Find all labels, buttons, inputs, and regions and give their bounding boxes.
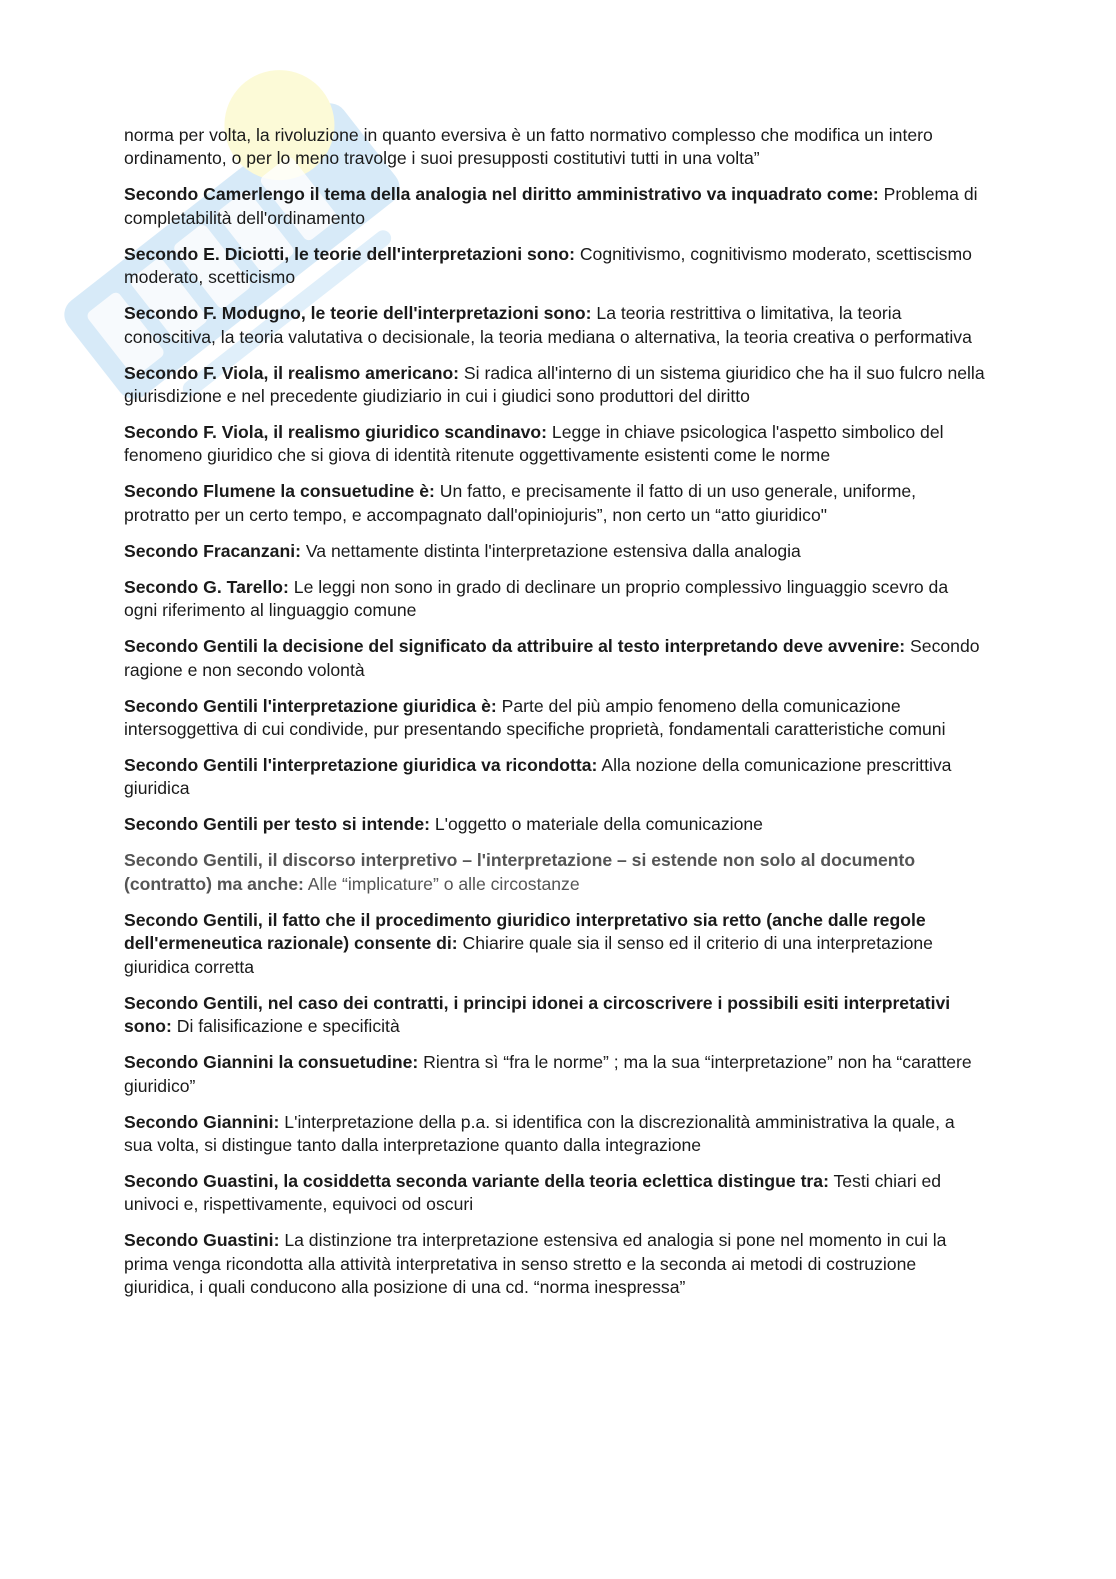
entry-question: Secondo Gentili, il discorso interpretivo – l'interpretazione – si estende non solo al documento (contratto) ma anche: (124, 850, 916, 894)
entry-answer: Legge in chiave psicologica l'aspetto simbolico del fenomeno giuridico che si giova di identità ritenute oggettivamente esistenti come le norme (124, 422, 944, 466)
entry-question: Secondo Guastini, la cosiddetta seconda variante della teoria eclettica distingue tra: (124, 1170, 829, 1191)
list-item (124, 243, 986, 290)
entry-question: Secondo Guastini: (124, 1230, 280, 1251)
list-item (124, 1111, 986, 1158)
entry-answer: Rientra sì “fra le norme” ; ma la sua “interpretazione” non ha “carattere giuridico” (124, 1052, 972, 1096)
document-body (124, 124, 986, 1312)
list-item (124, 576, 986, 623)
list-item (124, 849, 986, 896)
list-item (124, 1229, 986, 1299)
entry-answer: Va nettamente distinta l'interpretazione estensiva dalla analogia (300, 540, 801, 561)
entry-answer: Problema di completabilità dell'ordinamento (124, 184, 978, 228)
entry-answer: Si radica all'interno di un sistema giuridico che ha il suo fulcro nella giurisdizione e nel precedente giudiziario in cui i giudici sono produttori del diritto (124, 362, 985, 407)
entry-question: Secondo Giannini: (124, 1111, 280, 1132)
list-item (124, 1170, 986, 1217)
entry-answer: Testi chiari ed univoci e, rispettivamente, equivoci od oscuri (124, 1170, 942, 1215)
entry-answer: Chiarire quale sia il senso ed il criterio di una interpretazione giuridica corretta (124, 933, 933, 977)
list-item (124, 992, 986, 1039)
continuation-paragraph: norma per volta, la rivoluzione in quanto eversiva è un fatto normativo complesso che modifica un intero ordinamento, o per lo meno travolge i suoi presupposti costitutivi tutti in una volta” (124, 125, 933, 169)
entry-question: Secondo F. Viola, il realismo americano: (124, 362, 460, 383)
list-item (124, 421, 986, 468)
entry-question: Secondo Gentili la decisione del significato da attribuire al testo interpretando deve avvenire: (124, 636, 906, 657)
entry-answer: Un fatto, e precisamente il fatto di un uso generale, uniforme, protratto per un certo tempo, e accompagnato dall'opiniojuris”, non certo un “atto giuridico" (124, 481, 917, 525)
list-item (124, 1051, 986, 1098)
entry-question: Secondo Flumene la consuetudine è: (124, 481, 435, 502)
entry-question: Secondo E. Diciotti, le teorie dell'interpretazioni sono: (124, 243, 575, 264)
entry-answer: Di falisificazione e specificità (171, 1016, 400, 1037)
entry-answer: La distinzione tra interpretazione estensiva ed analogia si pone nel momento in cui la prima venga ricondotta alla attività interpretativa in senso stretto e la seconda ai metodi di costruzione giuridica, i quali conducono alla posizione di una cd. “norma inespressa” (124, 1230, 947, 1298)
entry-answer: L'oggetto o materiale della comunicazione (429, 814, 763, 835)
entry-question: Secondo G. Tarello: (124, 576, 289, 597)
entry-question: Secondo Gentili per testo si intende: (124, 814, 430, 835)
entry-answer: Alle “implicature” o alle circostanze (303, 873, 580, 894)
entry-answer: Cognitivismo, cognitivismo moderato, scettiscismo moderato, scetticismo (124, 243, 972, 288)
list-item (124, 183, 986, 230)
entry-question: Secondo Gentili, nel caso dei contratti, i principi idonei a circoscrivere i possibili esiti interpretativi sono: (124, 992, 951, 1037)
entry-question: Secondo Fracanzani: (124, 540, 301, 561)
list-item (124, 695, 986, 742)
entry-question: Secondo F. Viola, il realismo giuridico scandinavo: (124, 422, 548, 443)
entry-question: Secondo Camerlengo il tema della analogia nel diritto amministrativo va inquadrato come: (124, 184, 879, 205)
list-item (124, 909, 986, 979)
list-item (124, 635, 986, 682)
list-item (124, 302, 986, 349)
entry-question: Secondo Gentili, il fatto che il procedimento giuridico interpretativo sia retto (anche dalle regole dell'ermeneutica razionale) consente di: (124, 909, 926, 954)
entry-question: Secondo Giannini la consuetudine: (124, 1052, 419, 1073)
entry-list (124, 183, 986, 1299)
list-item (124, 813, 986, 836)
entry-answer: Secondo ragione e non secondo volontà (124, 636, 980, 680)
entry-question: Secondo F. Modugno, le teorie dell'interpretazioni sono: (124, 303, 592, 324)
entry-answer: Parte del più ampio fenomeno della comunicazione intersoggettiva di cui condivide, pur presentando specifiche proprietà, fondamentali caratteristiche comuni (124, 695, 946, 740)
entry-answer: Le leggi non sono in grado di declinare un proprio complessivo linguaggio scevro da ogni riferimento al linguaggio comune (124, 576, 949, 621)
list-item (124, 540, 986, 563)
list-item (124, 480, 986, 527)
entry-answer: L'interpretazione della p.a. si identifica con la discrezionalità amministrativa la quale, a sua volta, si distingue tanto dalla interpretazione quanto dalla integrazione (124, 1111, 955, 1155)
entry-answer: Alla nozione della comunicazione prescrittiva giuridica (124, 755, 952, 799)
list-item (124, 754, 986, 801)
entry-question: Secondo Gentili l'interpretazione giuridica è: (124, 695, 497, 716)
entry-answer: La teoria restrittiva o limitativa, la teoria conoscitiva, la teoria valutativa o decisionale, la teoria mediana o alternativa, la teoria creativa o performativa (124, 303, 972, 347)
entry-question: Secondo Gentili l'interpretazione giuridica va ricondotta: (124, 755, 598, 776)
list-item (124, 362, 986, 409)
